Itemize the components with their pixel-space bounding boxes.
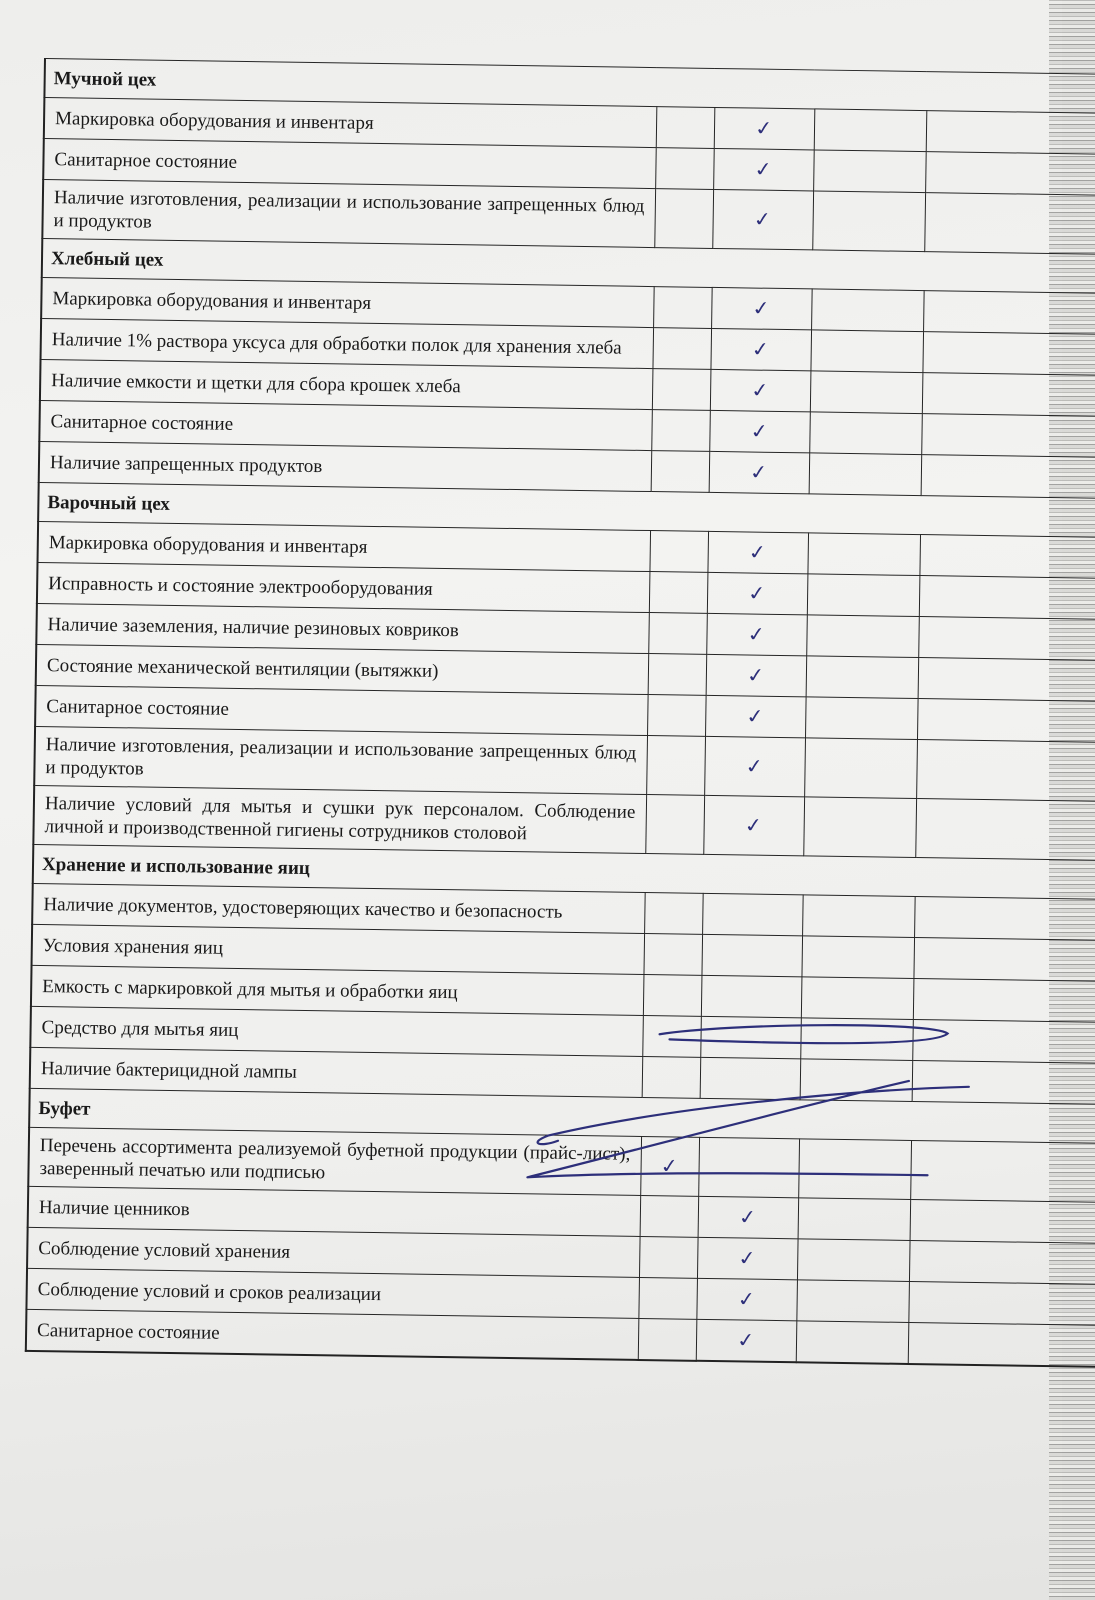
check-cell [802,895,915,938]
check-cell [923,291,1095,335]
check-cell [915,799,1095,861]
check-cell [698,1137,799,1197]
check-mark-icon: ✓ [746,622,767,647]
check-cell [908,1281,1095,1325]
check-cell [805,697,918,740]
criterion-label: Санитарное состояние [26,1309,639,1360]
criterion-label: Состояние механической вентиляции (вытяжки) [36,644,649,694]
check-mark-icon: ✓ [745,663,767,688]
check-cell [651,451,710,493]
check-cell [910,1140,1095,1202]
check-cell [654,189,713,249]
check-cell [643,933,702,975]
check-cell [710,369,811,411]
check-cell [652,328,711,370]
criterion-label: Наличие документов, удостоверяющих качество и безопасность [32,883,645,933]
check-cell [806,656,919,699]
criterion-label: Перечень ассортимента реализуемой буфетной продукции (прайс-лист), заверенный печатью или подписью [28,1127,641,1195]
check-cell [800,1018,913,1061]
check-cell [703,795,804,855]
check-mark-icon: ✓ [750,296,772,321]
check-cell [697,1237,798,1279]
check-cell [713,148,814,190]
criterion-label: Санитарное состояние [39,400,652,450]
check-cell [706,654,807,696]
check-cell [803,797,916,858]
criterion-label: Соблюдение условий хранения [27,1227,640,1277]
checklist-table [25,58,1095,1368]
check-cell [812,191,925,252]
check-mark-icon: ✓ [748,460,770,485]
check-cell [642,1015,701,1057]
check-cell [909,1240,1095,1284]
check-mark-icon: ✓ [736,1246,758,1271]
check-cell [908,1322,1095,1366]
check-mark-icon: ✓ [747,540,769,565]
check-mark-icon: ✓ [749,419,770,444]
check-mark-icon: ✓ [753,116,775,141]
criterion-label: Наличие емкости и щетки для сбора крошек хлеба [40,359,653,409]
check-cell [643,974,702,1016]
section-title: Хранение и использование яиц [33,844,1095,899]
check-cell [922,373,1095,417]
check-mark-icon: ✓ [737,1205,759,1230]
criterion-label: Средство для мытья яиц [30,1006,643,1056]
check-cell [638,1318,697,1360]
check-mark-icon: ✓ [750,337,772,362]
criterion-label: Наличие заземления, наличие резиновых ковриков [36,603,649,653]
check-cell [701,934,802,976]
check-cell [640,1136,699,1196]
check-cell [804,738,917,799]
check-cell [921,455,1095,499]
check-cell [913,938,1095,982]
check-cell [801,977,914,1020]
check-cell [809,412,922,455]
criterion-label: Условия хранения яиц [32,924,645,974]
check-cell [647,695,706,737]
check-cell [702,893,803,935]
check-cell [696,1319,797,1362]
check-mark-icon: ✓ [746,581,768,606]
check-cell [918,658,1095,702]
check-cell [913,978,1095,1022]
check-mark-icon: ✓ [659,1153,681,1178]
check-cell [638,1277,697,1319]
check-mark-icon: ✓ [752,157,774,182]
check-cell [648,654,707,696]
criterion-label: Наличие ценников [28,1186,641,1236]
check-cell [700,1016,801,1058]
criterion-label: Маркировка оборудования и инвентаря [44,98,657,148]
check-cell [800,1059,913,1102]
criterion-label: Наличие запрещенных продуктов [39,441,652,491]
check-cell [700,1057,801,1099]
check-cell [918,617,1095,661]
check-cell [797,1239,910,1282]
check-mark-icon: ✓ [744,754,765,779]
criterion-label: Наличие изготовления, реализации и использование запрещенных блюд и продуктов [34,726,647,794]
check-cell [811,289,924,332]
check-cell [646,736,705,796]
check-cell [810,330,923,373]
check-cell [707,572,808,614]
check-cell [912,1019,1095,1063]
check-cell [645,795,704,855]
check-cell [921,414,1095,458]
check-cell [714,107,815,149]
check-cell [649,572,708,614]
check-cell [705,695,806,737]
check-cell [649,531,708,573]
check-cell [798,1139,911,1200]
criterion-label: Наличие бактерицидной лампы [30,1047,643,1097]
check-cell [698,1196,799,1238]
check-cell [712,189,813,249]
check-cell [924,193,1095,255]
criterion-label: Санитарное состояние [43,139,656,189]
section-title: Варочный цех [38,482,1095,537]
check-cell [709,451,810,493]
check-cell [701,975,802,1017]
check-cell [642,1056,701,1098]
check-cell [809,453,922,496]
criterion-label: Санитарное состояние [35,685,648,735]
check-cell [798,1198,911,1241]
check-cell [810,371,923,414]
check-cell [917,699,1095,743]
section-title: Хлебный цех [42,238,1095,293]
check-cell [916,740,1095,802]
check-cell [919,535,1095,579]
check-cell [926,111,1095,155]
check-cell [807,533,920,576]
check-mark-icon: ✓ [735,1328,757,1353]
check-cell [796,1321,909,1364]
check-cell [652,369,711,411]
check-cell [813,150,926,193]
criterion-label: Наличие условий для мытья и сушки рук персоналом. Соблюдение личной и производственной гигиены сотрудников столовой [33,785,646,853]
check-cell [704,736,805,796]
check-cell [922,332,1095,376]
criterion-label: Исправность и состояние электрооборудования [37,562,650,612]
check-mark-icon: ✓ [752,207,774,232]
checklist-document [25,58,1095,1368]
check-cell [640,1195,699,1237]
check-cell [710,328,811,370]
check-cell [656,107,715,149]
criterion-label: Маркировка оборудования и инвентаря [38,521,651,571]
check-mark-icon: ✓ [743,813,765,838]
check-cell [912,1060,1095,1104]
criterion-label: Наличие 1% раствора уксуса для обработки полок для хранения хлеба [41,318,654,368]
check-mark-icon: ✓ [744,704,766,729]
check-cell [639,1236,698,1278]
criterion-label: Маркировка оборудования и инвентаря [41,277,654,327]
check-cell [796,1280,909,1323]
check-cell [711,287,812,329]
check-cell [644,893,703,935]
criterion-label: Соблюдение условий и сроков реализации [26,1268,639,1318]
section-title: Буфет [29,1088,1095,1143]
check-cell [651,410,710,452]
check-cell [806,615,919,658]
check-cell [801,936,914,979]
check-mark-icon: ✓ [736,1287,758,1312]
check-cell [910,1199,1095,1243]
criterion-label: Емкость с маркировкой для мытья и обработки яиц [31,965,644,1015]
check-cell [655,148,714,190]
check-cell [807,574,920,617]
check-cell [707,531,808,573]
check-cell [696,1278,797,1320]
check-cell [709,410,810,452]
check-cell [919,576,1095,620]
section-title: Мучной цех [44,59,1095,114]
check-cell [653,287,712,329]
criterion-label: Наличие изготовления, реализации и использование запрещенных блюд и продуктов [42,180,655,248]
check-cell [706,613,807,655]
check-cell [814,109,927,152]
check-cell [914,897,1095,941]
check-cell [925,152,1095,196]
check-mark-icon: ✓ [749,378,771,403]
check-cell [648,613,707,655]
